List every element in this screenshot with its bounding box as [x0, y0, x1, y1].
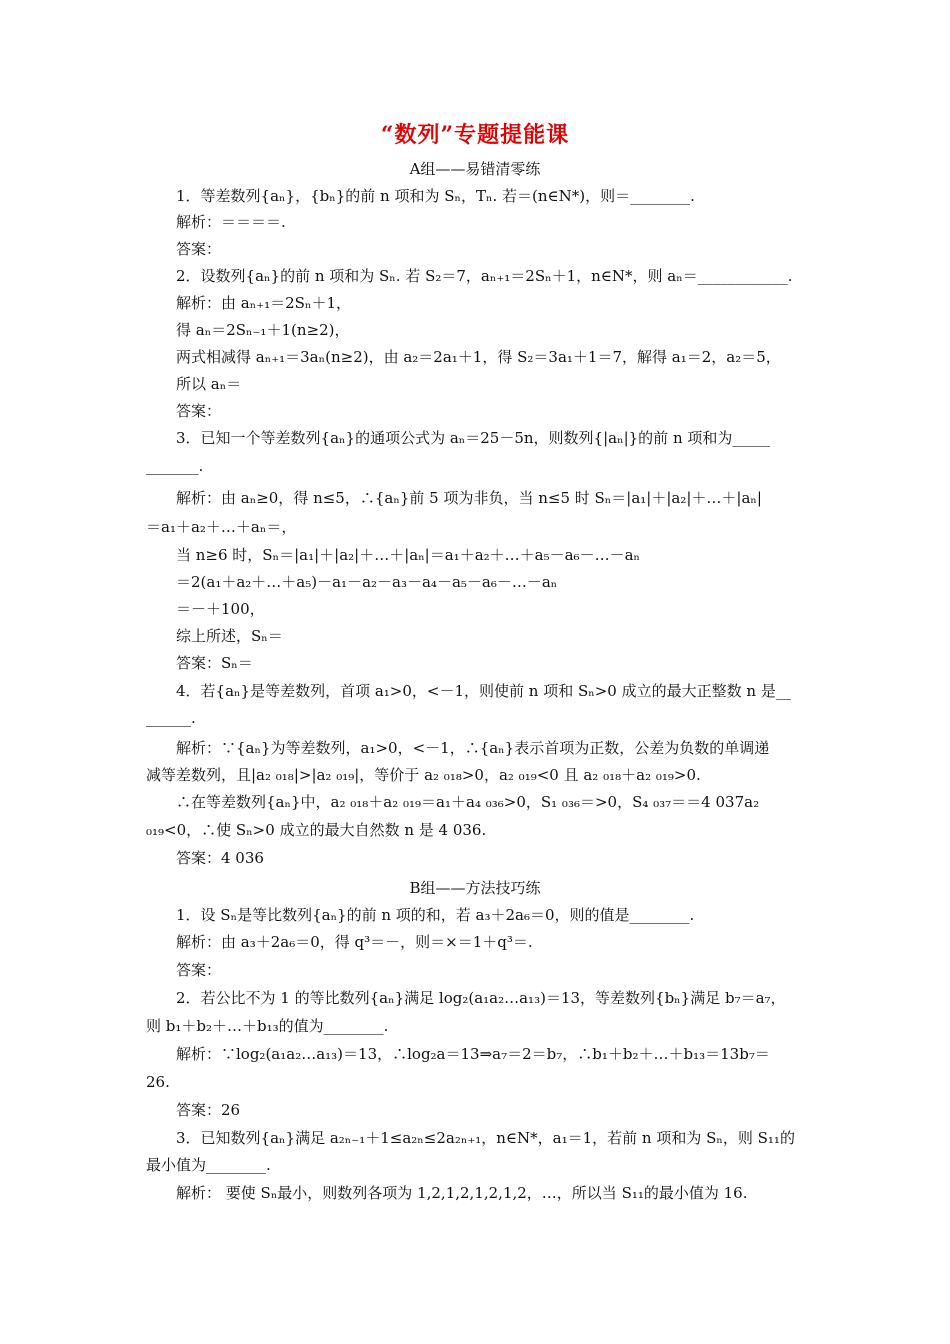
solution-line: ＝2(a₁＋a₂＋…＋a₅)－a₁－a₂－a₃－a₄－a₅－a₆－…－aₙ	[176, 573, 558, 591]
problem-line: 2．设数列{aₙ}的前 n 项和为 Sₙ. 若 S₂＝7，aₙ₊₁＝2Sₙ＋1，n∈N*，则 aₙ＝____________.	[176, 267, 793, 285]
problem-line: 4．若{aₙ}是等差数列，首项 a₁>0，<－1，则使前 n 项和 Sₙ>0 成立的最大正整数 n 是__	[176, 682, 791, 700]
solution-line: 解析： 要使 Sₙ最小，则数列各项为 1,2,1,2,1,2,1,2，…，所以当 S₁₁的最小值为 16.	[176, 1184, 748, 1202]
answer-line: 答案：	[176, 240, 222, 258]
page-title: “数列”专题提能课	[380, 122, 570, 148]
answer-line: 答案：Sₙ＝	[176, 654, 253, 672]
problem-line: 1．设 Sₙ是等比数列{aₙ}的前 n 项的和，若 a₃＋2a₆＝0，则的值是________.	[176, 906, 695, 924]
answer-line: 答案：4 036	[176, 849, 264, 867]
solution-line: 解析：由 aₙ≥0，得 n≤5，∴{aₙ}前 5 项为非负，当 n≤5 时 Sₙ＝|a₁|＋|a₂|＋…＋|aₙ|	[176, 489, 762, 507]
problem-line: 3．已知数列{aₙ}满足 a₂ₙ₋₁＋1≤a₂ₙ≤2a₂ₙ₊₁，n∈N*，a₁＝1，若前 n 项和为 Sₙ，则 S₁₁的	[176, 1129, 795, 1147]
solution-line: ＝a₁＋a₂＋…＋aₙ＝，	[146, 518, 297, 536]
problem-line: 3．已知一个等差数列{aₙ}的通项公式为 aₙ＝25－5n，则数列{|aₙ|}的前 n 项和为_____	[176, 429, 770, 447]
group-b-heading: B组——方法技巧练	[409, 879, 541, 897]
solution-line: 解析：∵{aₙ}为等差数列，a₁>0，<－1，∴{aₙ}表示首项为正数，公差为负数的单调递	[176, 739, 770, 757]
group-a-heading: A组——易错清零练	[409, 160, 541, 178]
solution-line: ₀₁₉<0，∴使 Sₙ>0 成立的最大自然数 n 是 4 036.	[146, 821, 487, 839]
solution-line: 解析：∵log₂(a₁a₂…a₁₃)＝13，∴log₂a＝13⇒a₇＝2＝b₇，∴b₁＋b₂＋…＋b₁₃＝13b₇＝	[176, 1045, 770, 1063]
problem-line: 1．等差数列{aₙ}，{bₙ}的前 n 项和为 Sₙ，Tₙ. 若＝(n∈N*)，则＝________.	[176, 187, 695, 205]
solution-line: 当 n≥6 时，Sₙ＝|a₁|＋|a₂|＋…＋|aₙ|＝a₁＋a₂＋…＋a₅－a₆－…－aₙ	[176, 546, 640, 564]
solution-line: 两式相减得 aₙ₊₁＝3aₙ(n≥2)，由 a₂＝2a₁＋1，得 S₂＝3a₁＋1＝7，解得 a₁＝2，a₂＝5，	[176, 348, 781, 366]
problem-line: 2．若公比不为 1 的等比数列{aₙ}满足 log₂(a₁a₂…a₁₃)＝13，等差数列{bₙ}满足 b₇＝a₇，	[176, 989, 786, 1007]
problem-line: ______.	[146, 709, 196, 727]
solution-line: 减等差数列，且|a₂ ₀₁₈|>|a₂ ₀₁₉|，等价于 a₂ ₀₁₈>0，a₂ ₀₁₉<0 且 a₂ ₀₁₈＋a₂ ₀₁₉>0.	[146, 766, 701, 784]
solution-line: 所以 aₙ＝	[176, 375, 242, 393]
solution-line: ＝－＋100，	[176, 600, 265, 618]
solution-line: ∴在等差数列{aₙ}中，a₂ ₀₁₈＋a₂ ₀₁₉＝a₁＋a₄ ₀₃₆>0，S₁ ₀₃₆＝>0，S₄ ₀₃₇＝＝4 037a₂	[176, 793, 760, 811]
solution-line: 解析：由 aₙ₊₁＝2Sₙ＋1，	[176, 294, 351, 312]
solution-line: 综上所述，Sₙ＝	[176, 627, 283, 645]
answer-line: 答案：26	[176, 1101, 241, 1119]
answer-line: 答案：	[176, 961, 222, 979]
solution-line: 26.	[146, 1073, 170, 1091]
solution-line: 得 aₙ＝2Sₙ₋₁＋1(n≥2)，	[176, 321, 350, 339]
problem-line: 则 b₁＋b₂＋…＋b₁₃的值为________.	[146, 1017, 389, 1035]
problem-line: 最小值为________.	[146, 1156, 271, 1174]
solution-line: 解析：由 a₃＋2a₆＝0，得 q³＝－，则＝×＝1＋q³＝.	[176, 933, 533, 951]
problem-line: _______.	[146, 457, 204, 475]
solution-line: 解析：＝＝＝＝.	[176, 213, 286, 231]
answer-line: 答案：	[176, 402, 222, 420]
